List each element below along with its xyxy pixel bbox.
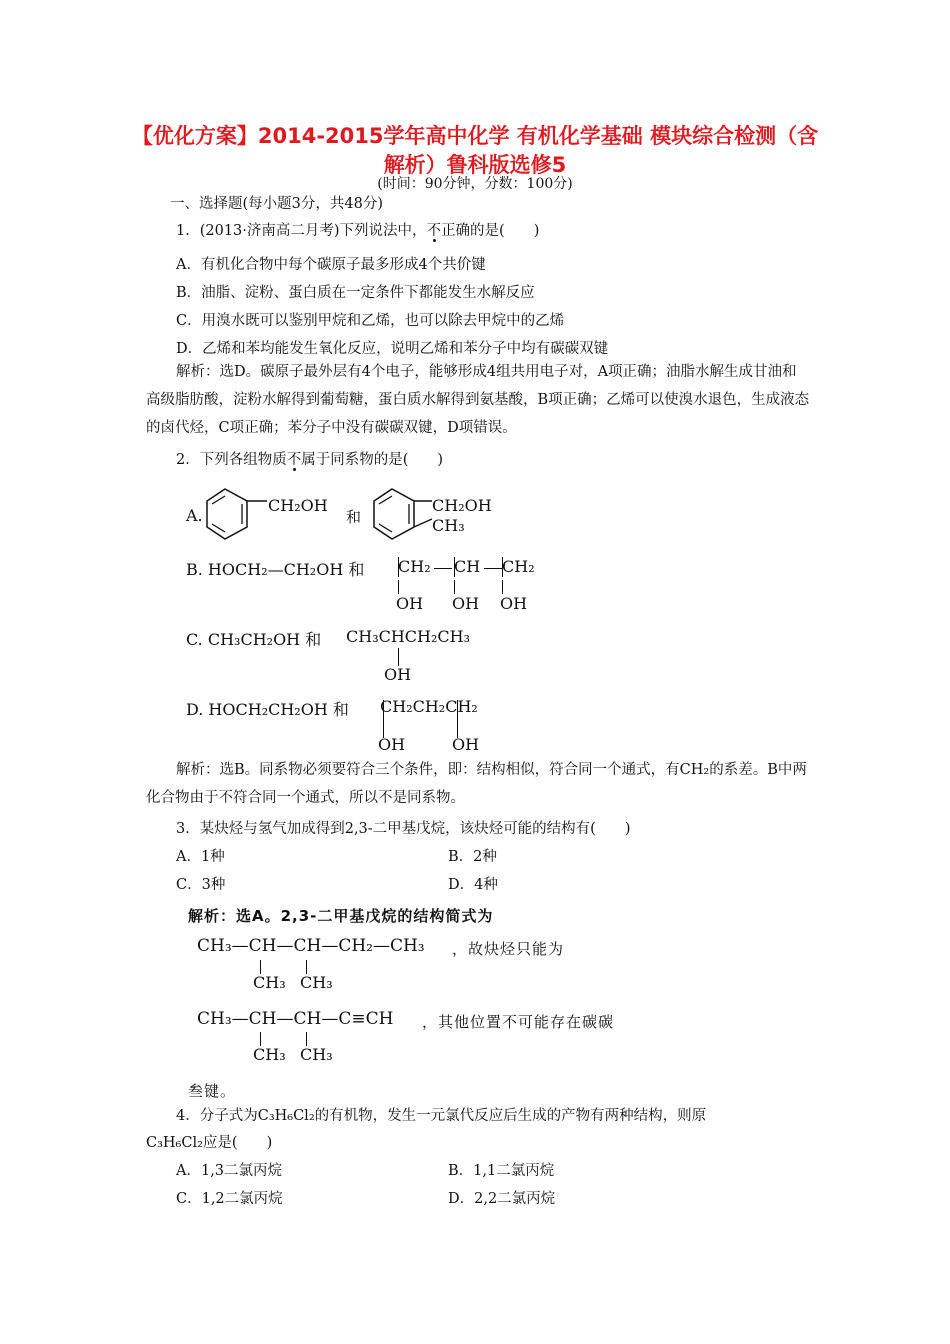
q3-chain1: CH₃—CH—CH—CH₂—CH₃ <box>197 936 425 956</box>
q1-stem-post: 正确的是( ) <box>441 223 540 239</box>
q1-stem-emphasis: 不 <box>426 223 442 239</box>
bond <box>260 1032 261 1046</box>
q1-stem-pre: 1．(2013·济南高二月考)下列说法中， <box>176 223 427 239</box>
q2-optB-oh1: OH <box>396 594 424 613</box>
q3-ch3-2: CH₃ <box>300 973 333 992</box>
bond <box>502 580 503 594</box>
q2-optC-oh: OH <box>384 665 412 684</box>
q3-ch3-3: CH₃ <box>253 1045 286 1064</box>
q3-stem: 3．某炔烃与氢气加成得到2,3-二甲基戊烷，该炔烃可能的结构有( ) <box>176 821 631 837</box>
q3-option-c: C．3种 <box>176 877 226 893</box>
q3-mid2: ，其他位置不可能存在碳碳 <box>422 1013 615 1031</box>
bond <box>398 648 399 666</box>
bond <box>484 568 502 569</box>
q2-optD-lead: D. HOCH₂CH₂OH 和 <box>186 700 349 719</box>
q2-optC-chain: CH₃CHCH₂CH₃ <box>346 627 471 646</box>
q3-option-a: A．1种 <box>176 849 225 865</box>
q4-stem-line1: 4．分子式为C₃H₆Cl₂的有机物，发生一元氯代反应后生成的产物有两种结构，则原 <box>176 1108 707 1124</box>
q4-option-d: D．2,2二氯丙烷 <box>448 1191 556 1207</box>
bond <box>306 1032 307 1046</box>
q2-stem-emphasis: 不 <box>286 452 302 468</box>
q1-stem <box>176 219 539 240</box>
document-title: 【优化方案】2014-2015学年高中化学 有机化学基础 模块综合检测（含解析）鲁科版选修5 <box>131 124 819 177</box>
q2-optD-chain: CH₂CH₂CH₂ <box>380 697 478 716</box>
section-heading: 一、选择题(每小题3分，共48分) <box>170 196 383 212</box>
q2-optA-and: 和 <box>346 508 362 526</box>
q2-stem <box>176 448 443 469</box>
document-subtitle: (时间：90分钟，分数：100分) <box>377 176 573 192</box>
q3-option-d: D．4种 <box>448 877 498 893</box>
bond <box>434 568 452 569</box>
q3-option-b: B．2种 <box>448 849 497 865</box>
bond <box>260 960 261 974</box>
q1-option-c: C．用溴水既可以鉴别甲烷和乙烯，也可以除去甲烷中的乙烯 <box>176 313 565 329</box>
benzene-ring-icon <box>205 487 265 547</box>
bond <box>306 960 307 974</box>
q3-tail: 叁键。 <box>188 1082 237 1100</box>
q2-optA-right-group2: CH₃ <box>432 516 465 535</box>
q4-stem-line2: C₃H₆Cl₂应是( ) <box>146 1135 273 1151</box>
q2-optB-c2: CH <box>454 557 481 576</box>
q4-option-c: C．1,2二氯丙烷 <box>176 1191 283 1207</box>
q1-option-d: D．乙烯和苯均能发生氧化反应，说明乙烯和苯分子中均有碳碳双键 <box>176 341 609 357</box>
q3-mid1: ，故炔烃只能为 <box>452 940 565 958</box>
bond <box>454 557 455 577</box>
bond <box>383 700 384 738</box>
q1-option-a: A．有机化合物中每个碳原子最多形成4个共价键 <box>176 257 486 273</box>
q2-optD-oh1: OH <box>378 735 406 754</box>
bond <box>502 557 503 577</box>
q2-optA-label: A. <box>186 506 203 525</box>
q1-analysis: 解析：选D。碳原子最外层有4个电子，能够形成4组共用电子对，A项正确；油脂水解生成甘油和高级脂肪酸，淀粉水解得到葡萄糖，蛋白质水解得到氨基酸，B项正确；乙烯可以使溴水退色，生成液态的卤代烃，C项正确；苯分子中没有碳碳双键，D项错误。 <box>146 364 810 436</box>
q2-optC-lead: C. CH₃CH₂OH 和 <box>186 630 322 649</box>
q2-optD-oh2: OH <box>452 735 480 754</box>
q2-stem-pre: 2．下列各组物质 <box>176 452 287 468</box>
bond <box>457 700 458 738</box>
q4-option-a: A．1,3二氯丙烷 <box>176 1163 283 1179</box>
q2-optA-left-group: CH₂OH <box>268 496 328 515</box>
q1-option-b: B．油脂、淀粉、蛋白质在一定条件下都能发生水解反应 <box>176 285 535 301</box>
q3-ch3-1: CH₃ <box>253 973 286 992</box>
q2-optA-right-group1: CH₂OH <box>432 496 492 515</box>
bond <box>454 580 455 594</box>
q3-analysis-lead: 解析：选A。2,3-二甲基戊烷的结构简式为 <box>188 907 494 925</box>
q4-option-b: B．1,1二氯丙烷 <box>448 1163 555 1179</box>
q2-stem-post: 属于同系物的是( ) <box>301 452 444 468</box>
q2-analysis: 解析：选B。同系物必须要符合三个条件，即：结构相似，符合同一个通式，有CH₂的系差。B中两化合物由于不符合同一个通式，所以不是同系物。 <box>146 762 807 806</box>
q3-ch3-4: CH₃ <box>300 1045 333 1064</box>
bond <box>398 580 399 594</box>
q2-optB-oh2: OH <box>452 594 480 613</box>
q2-optB-lead: B. HOCH₂—CH₂OH 和 <box>186 560 365 579</box>
q3-chain2: CH₃—CH—CH—C≡CH <box>197 1009 394 1029</box>
q2-optB-c3: CH₂ <box>502 557 535 576</box>
q2-optB-c1: CH₂ <box>398 557 431 576</box>
q2-optB-oh3: OH <box>500 594 528 613</box>
bond <box>398 557 399 577</box>
